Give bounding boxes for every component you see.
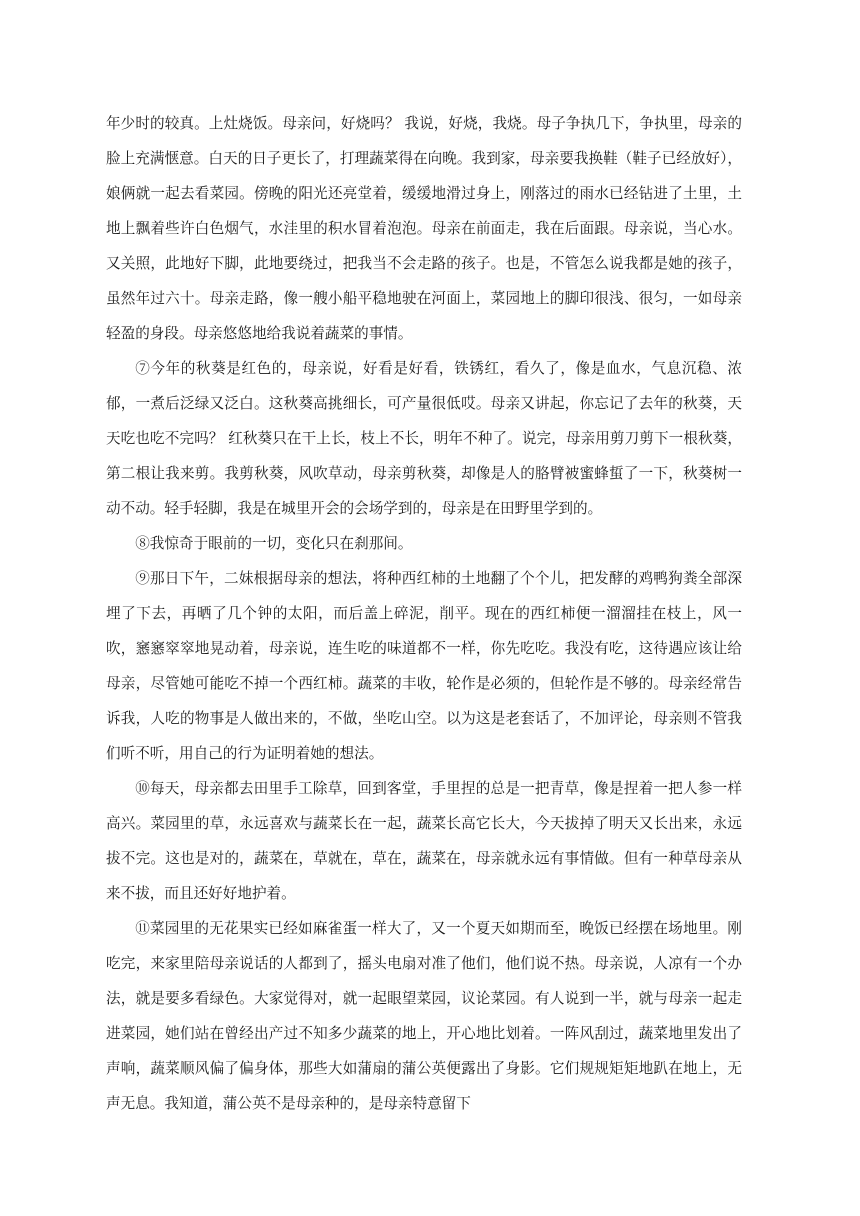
article-body (106, 106, 742, 1121)
paragraph-9: ⑨那日下午，二妹根据母亲的想法，将种西红柿的土地翻了个个儿，把发酵的鸡鸭狗粪全部深埋了下去，再晒了几个钟的太阳，而后盖上碎泥，削平。现在的西红柿便一溜溜挂在枝上，风一吹，窸窸窣窣地晃动着，母亲说，连生吃的味道都不一样，你先吃吃。我没有吃，这待遇应该让给母亲，尽管她可能吃不掉一个西红柿。蔬菜的丰收，轮作是必须的，但轮作是不够的。母亲经常告诉我，人吃的物事是人做出来的，不做，坐吃山空。以为这是老套话了，不加评论，母亲则不管我们听不听，用自己的行为证明着她的想法。 (106, 570, 742, 762)
paragraph-10: ⑩每天，母亲都去田里手工除草，回到客堂，手里捏的总是一把青草，像是捏着一把人参一样高兴。菜园里的草，永远喜欢与蔬菜长在一起，蔬菜长高它长大，今天拔掉了明天又长出来，永远拔不完。这也是对的，蔬菜在，草就在，草在，蔬菜在，母亲就永远有事情做。但有一种草母亲从来不拔，而且还好好地护着。 (106, 780, 742, 902)
paragraph-continued: 年少时的较真。上灶烧饭。母亲问，好烧吗？ 我说，好烧，我烧。母子争执几下，争执里，母亲的脸上充满惬意。白天的日子更长了，打理蔬菜得在向晚。我到家，母亲要我换鞋（鞋子已经放好），娘俩就一起去看菜园。傍晚的阳光还亮堂着，缓缓地滑过身上，刚落过的雨水已经钻进了土里，土地上飘着些许白色烟气，水洼里的积水冒着泡泡。母亲在前面走，我在后面跟。母亲说，当心水。又关照，此地好下脚，此地要绕过，把我当不会走路的孩子。也是，不管怎么说我都是她的孩子，虽然年过六十。母亲走路，像一艘小船平稳地驶在河面上，菜园地上的脚印很浅、很匀，一如母亲轻盈的身段。母亲悠悠地给我说着蔬菜的事情。 (106, 115, 742, 342)
paragraph-7: ⑦今年的秋葵是红色的，母亲说，好看是好看，铁锈红，看久了，像是血水，气息沉稳、浓郁，一煮后泛绿又泛白。这秋葵高挑细长，可产量很低哎。母亲又讲起，你忘记了去年的秋葵，天天吃也吃不完吗？ 红秋葵只在干上长，枝上不长，明年不种了。说完，母亲用剪刀剪下一根秋葵，第二根让我来剪。我剪秋葵，风吹草动，母亲剪秋葵，却像是人的胳臂被蜜蜂蜇了一下，秋葵树一动不动。轻手轻脚，我是在城里开会的会场学到的，母亲是在田野里学到的。 (106, 360, 742, 517)
paragraph-11: ⑪菜园里的无花果实已经如麻雀蛋一样大了，又一个夏天如期而至，晚饭已经摆在场地里。刚吃完，来家里陪母亲说话的人都到了，摇头电扇对准了他们，他们说不热。母亲说，人凉有一个办法，就是要多看绿色。大家觉得对，就一起眼望菜园，议论菜园。有人说到一半，就与母亲一起走进菜园，她们站在曾经出产过不知多少蔬菜的地上，开心地比划着。一阵风刮过，蔬菜地里发出了声响，蔬菜顺风偏了偏身体，那些大如蒲扇的蒲公英便露出了身影。它们规规矩矩地趴在地上，无声无息。我知道，蒲公英不是母亲种的，是母亲特意留下 (106, 920, 742, 1112)
paragraph-8: ⑧我惊奇于眼前的一切，变化只在刹那间。 (135, 535, 413, 552)
